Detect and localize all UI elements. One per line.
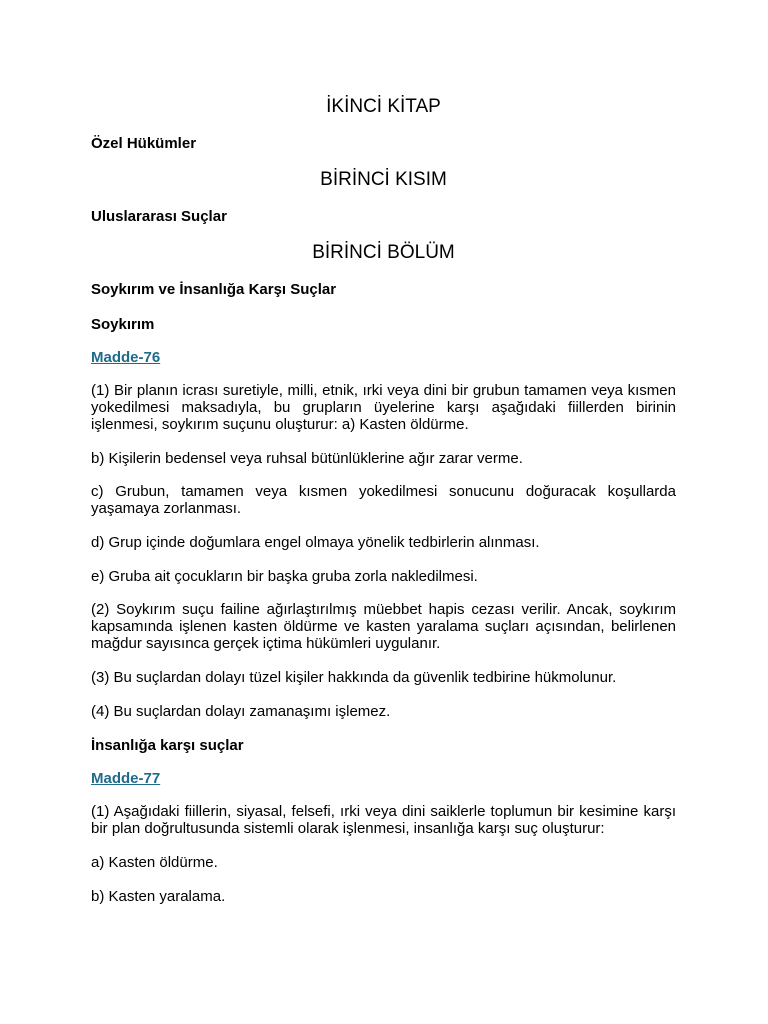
- part-title: BİRİNCİ KISIM: [320, 169, 447, 190]
- part-subtitle: Uluslararası Suçlar: [91, 208, 227, 225]
- chapter-title: BİRİNCİ BÖLÜM: [312, 242, 455, 263]
- madde-77-link[interactable]: Madde-77: [91, 770, 161, 787]
- paragraph-76-b: b) Kişilerin bedensel veya ruhsal bütünlüklerine ağır zarar verme.: [91, 450, 523, 467]
- chapter-subtitle: Soykırım ve İnsanlığa Karşı Suçlar: [91, 281, 337, 298]
- paragraph-77-a: a) Kasten öldürme.: [91, 854, 218, 871]
- book-subtitle: Özel Hükümler: [91, 135, 197, 152]
- madde-76-link[interactable]: Madde-76: [91, 349, 161, 366]
- paragraph-76-3: (3) Bu suçlardan dolayı tüzel kişiler hakkında da güvenlik tedbirine hükmolunur.: [91, 669, 617, 686]
- book-title: İKİNCİ KİTAP: [326, 96, 441, 117]
- paragraph-76-1: (1) Bir planın icrası suretiyle, milli, etnik, ırki veya dini bir grubun tamamen veya kısmen yokedilmesi maksadıyla, bu grupların üyelerine karşı aşağıdaki fiillerden birinin işlenmesi, soykırım suçunu oluşturur: a) Kasten öldürme.: [91, 382, 676, 433]
- section-heading-insanliga: İnsanlığa karşı suçlar: [91, 737, 244, 754]
- paragraph-76-e: e) Gruba ait çocukların bir başka gruba zorla nakledilmesi.: [91, 568, 478, 585]
- paragraph-76-d: d) Grup içinde doğumlara engel olmaya yönelik tedbirlerin alınması.: [91, 534, 540, 551]
- paragraph-77-b: b) Kasten yaralama.: [91, 888, 226, 905]
- paragraph-76-2: (2) Soykırım suçu failine ağırlaştırılmış müebbet hapis cezası verilir. Ancak, soykırım kapsamında işlenen kasten öldürme ve kasten yaralama suçları açısından, belirlenen mağdur sayısınca gerçek içtima hükümleri uygulanır.: [91, 601, 676, 652]
- paragraph-76-c: c) Grubun, tamamen veya kısmen yokedilmesi sonucunu doğuracak koşullarda yaşamaya zorlanması.: [91, 483, 676, 517]
- paragraph-76-4: (4) Bu suçlardan dolayı zamanaşımı işlemez.: [91, 703, 391, 720]
- paragraph-77-1: (1) Aşağıdaki fiillerin, siyasal, felsefi, ırki veya dini saiklerle toplumun bir kesimine karşı bir plan doğrultusunda sistemli olarak işlenmesi, insanlığa karşı suç oluşturur:: [91, 803, 676, 837]
- section-heading-soykirim: Soykırım: [91, 316, 155, 333]
